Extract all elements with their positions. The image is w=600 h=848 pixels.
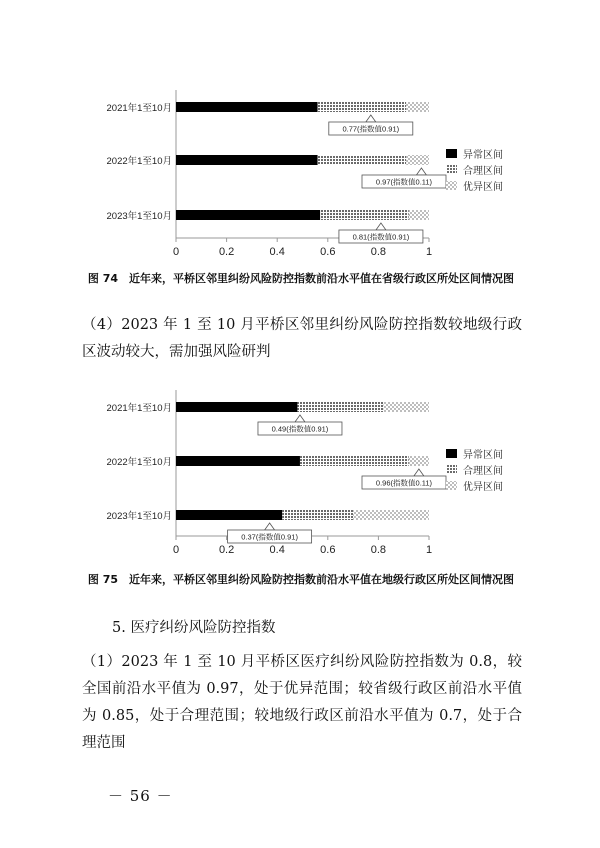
bar-segment-abnormal: [176, 456, 300, 466]
category-label: 2023年1至10月: [106, 211, 172, 222]
legend-swatch: [446, 149, 457, 158]
callout-pointer: [366, 115, 376, 122]
bar-segment-excellent: [406, 102, 429, 112]
category-label: 2022年1至10月: [106, 457, 172, 468]
legend-swatch: [446, 465, 457, 474]
callout-label: 0.96(指数值0.11): [375, 478, 433, 488]
x-tick-label: 0.8: [370, 544, 387, 556]
legend-swatch: [446, 165, 457, 174]
bar-segment-abnormal: [176, 402, 297, 412]
bar-segment-excellent: [383, 402, 429, 412]
bar-segment-abnormal: [176, 102, 318, 112]
chart-provincial-intervals: [0, 90, 600, 265]
bar-segment-reasonable: [282, 510, 353, 520]
bar-segment-reasonable: [318, 155, 407, 165]
section-heading-5: 5. 医疗纠纷风险防控指数: [112, 620, 276, 636]
bar-segment-excellent: [409, 210, 429, 220]
legend-swatch: [446, 449, 457, 458]
paragraph-item-4: （4）2023 年 1 至 10 月平桥区邻里纠纷风险防控指数较地级行政区波动较大，需加强风险研判: [82, 317, 522, 360]
bar-segment-abnormal: [176, 155, 318, 165]
category-label: 2023年1至10月: [106, 511, 172, 522]
legend-swatch: [446, 181, 457, 190]
x-tick-label: 0.6: [320, 246, 336, 258]
page-number: － 56 －: [108, 787, 173, 805]
chart-provincial-intervals-svg: [0, 90, 600, 265]
callout-pointer: [376, 223, 386, 230]
legend-label: 优异区间: [463, 482, 503, 493]
figure-74-caption: 图 74 近年来，平桥区邻里纠纷风险防控指数前沿水平值在省级行政区所处区间情况图: [87, 272, 515, 285]
x-tick-label: 0: [172, 544, 180, 556]
legend-label: 异常区间: [463, 450, 503, 461]
bar-segment-reasonable: [300, 456, 409, 466]
legend-label: 异常区间: [463, 150, 503, 161]
legend-label: 合理区间: [463, 466, 503, 477]
x-tick-label: 0.4: [269, 544, 285, 556]
callout-label: 0.77(指数值0.91): [342, 124, 400, 134]
callout-pointer: [414, 469, 424, 476]
x-tick-label: 1: [425, 544, 433, 556]
bar-segment-excellent: [353, 510, 429, 520]
callout-label: 0.81(指数值0.91): [352, 232, 410, 242]
x-tick-label: 0.8: [370, 246, 387, 258]
callout-pointer: [265, 523, 275, 530]
bar-segment-excellent: [406, 155, 429, 165]
legend-swatch: [446, 481, 457, 490]
category-label: 2022年1至10月: [106, 156, 172, 167]
x-tick-label: 0: [172, 246, 180, 258]
x-tick-label: 0.6: [320, 544, 336, 556]
bar-segment-abnormal: [176, 210, 320, 220]
callout-pointer: [416, 168, 426, 175]
chart-prefecture-intervals: [0, 390, 600, 570]
bar-segment-reasonable: [318, 102, 407, 112]
chart-prefecture-intervals-svg: [0, 390, 600, 570]
legend-label: 合理区间: [463, 166, 503, 177]
x-tick-label: 0.2: [218, 544, 235, 556]
category-label: 2021年1至10月: [106, 103, 172, 114]
x-tick-label: 1: [425, 246, 433, 258]
legend-label: 优异区间: [463, 182, 503, 193]
x-tick-label: 0.2: [218, 246, 235, 258]
callout-label: 0.37(指数值0.91): [241, 532, 298, 542]
bar-segment-abnormal: [176, 510, 282, 520]
category-label: 2021年1至10月: [106, 403, 172, 414]
callout-label: 0.49(指数值0.91): [271, 424, 329, 434]
callout-label: 0.97(指数值0.11): [375, 177, 433, 187]
x-tick-label: 0.4: [269, 246, 285, 258]
paragraph-item-1: （1）2023 年 1 至 10 月平桥区医疗纠纷风险防控指数为 0.8，较全国前沿水平值为 0.97，处于优异范围；较省级行政区前沿水平值为 0.85，处于合理范围；较地级行政区前沿水平值为 0.7，处于合理范围: [82, 654, 522, 751]
bar-segment-reasonable: [320, 210, 409, 220]
callout-pointer: [295, 415, 305, 422]
bar-segment-reasonable: [297, 402, 383, 412]
figure-75-caption: 图 75 近年来，平桥区邻里纠纷风险防控指数前沿水平值在地级行政区所处区间情况图: [87, 573, 515, 586]
bar-segment-excellent: [409, 456, 429, 466]
